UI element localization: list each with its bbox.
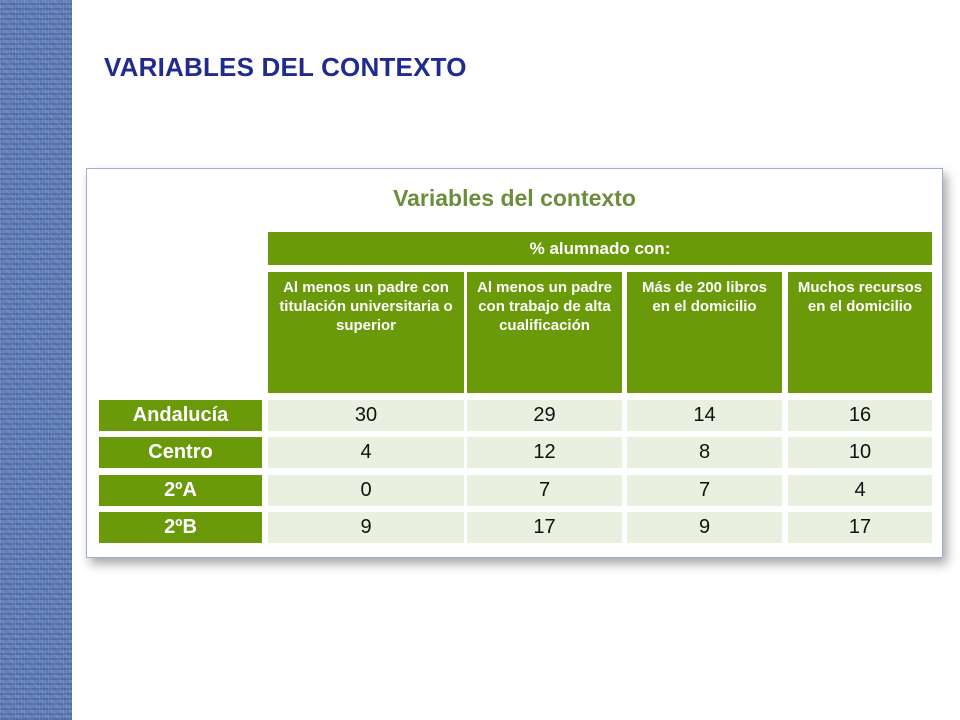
column-header-4: Muchos recursos en el domicilio	[788, 272, 932, 393]
table-cell: 29	[467, 400, 622, 431]
column-header-3: Más de 200 libros en el domicilio	[627, 272, 782, 393]
table-panel	[86, 168, 943, 558]
table-cell: 4	[788, 475, 932, 506]
table-cell: 0	[268, 475, 464, 506]
side-decoration-strip	[0, 0, 72, 720]
table-cell: 17	[788, 512, 932, 543]
table-cell: 10	[788, 437, 932, 468]
column-header-1: Al menos un padre con titulación universitaria o superior	[268, 272, 464, 393]
table-cell: 30	[268, 400, 464, 431]
row-label: Andalucía	[99, 400, 262, 431]
table-cell: 9	[268, 512, 464, 543]
table-title: Variables del contexto	[393, 185, 636, 211]
table-cell: 12	[467, 437, 622, 468]
group-header: % alumnado con:	[268, 232, 932, 265]
table-cell: 7	[467, 475, 622, 506]
table-cell: 4	[268, 437, 464, 468]
slide-title: VARIABLES DEL CONTEXTO	[104, 52, 467, 82]
table-cell: 9	[627, 512, 782, 543]
table-cell: 17	[467, 512, 622, 543]
table-cell: 14	[627, 400, 782, 431]
row-label: 2ºA	[99, 475, 262, 506]
row-label: 2ºB	[99, 512, 262, 543]
row-label: Centro	[99, 437, 262, 468]
table-cell: 7	[627, 475, 782, 506]
table-cell: 8	[627, 437, 782, 468]
table-cell: 16	[788, 400, 932, 431]
column-header-2: Al menos un padre con trabajo de alta cualificación	[467, 272, 622, 393]
